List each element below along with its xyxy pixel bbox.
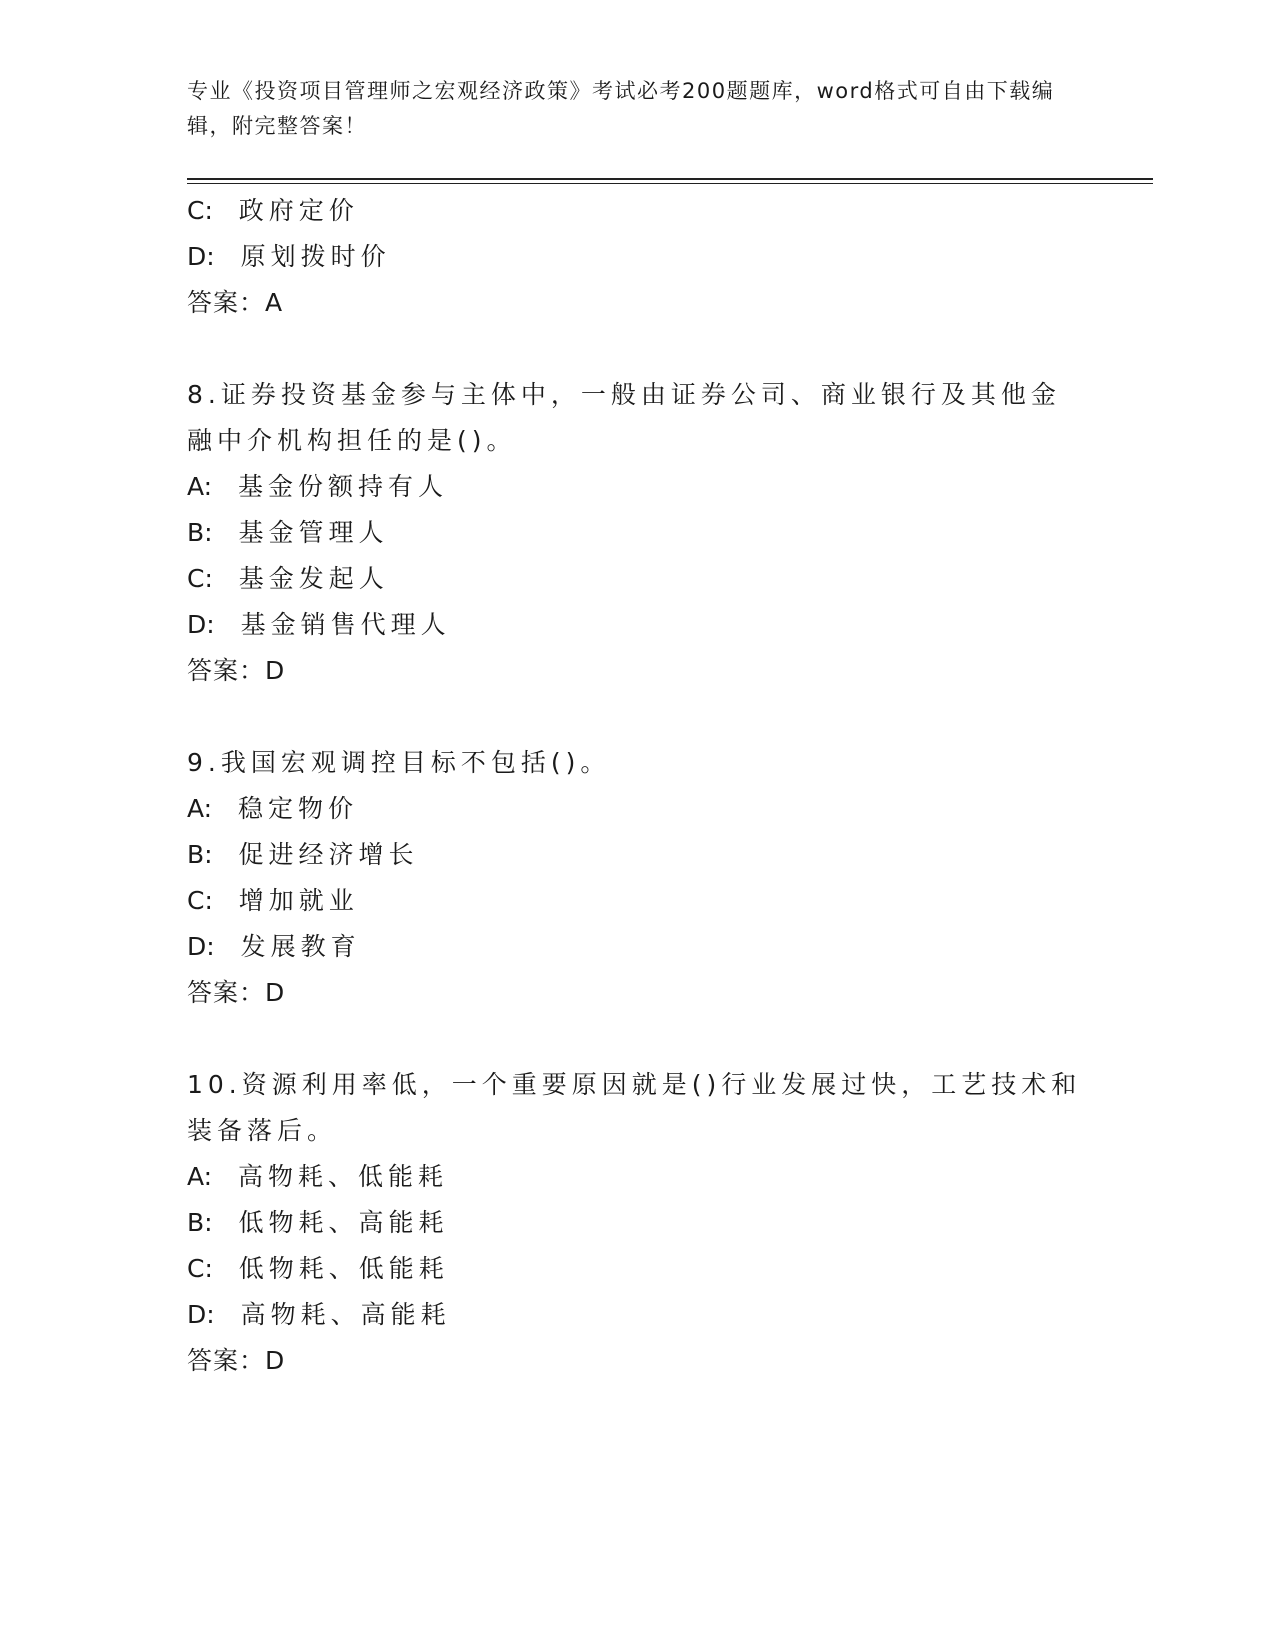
- question-stem: 8.证券投资基金参与主体中，一般由证券公司、商业银行及其他金融中介机构担任的是()。: [187, 380, 1061, 455]
- answer-line: 答案：D: [187, 1346, 286, 1375]
- question-8: [187, 372, 1087, 694]
- document-body: [187, 188, 1087, 1384]
- option-d: D: 基金销售代理人: [187, 610, 451, 639]
- question-stem: 10.资源利用率低，一个重要原因就是()行业发展过快，工艺技术和装备落后。: [187, 1070, 1082, 1145]
- header-divider-thin: [187, 183, 1153, 184]
- continued-question: [187, 188, 1087, 326]
- option-c: C: 低物耗、低能耗: [187, 1254, 449, 1283]
- option-c: C: 增加就业: [187, 886, 359, 915]
- answer-line: 答案：D: [187, 656, 286, 685]
- option-a: A: 高物耗、低能耗: [187, 1162, 449, 1191]
- document-header-note: 专业《投资项目管理师之宏观经济政策》考试必考200题题库，word格式可自由下载编辑，附完整答案！: [187, 79, 1055, 138]
- option-d: D: 高物耗、高能耗: [187, 1300, 451, 1329]
- answer-line: 答案：D: [187, 978, 286, 1007]
- option-b: B: 低物耗、高能耗: [187, 1208, 449, 1237]
- option-c: C: 基金发起人: [187, 564, 389, 593]
- option-b: B: 促进经济增长: [187, 840, 419, 869]
- option-d: D: 发展教育: [187, 932, 361, 961]
- answer-line: 答案：A: [187, 288, 284, 317]
- question-stem: 9.我国宏观调控目标不包括()。: [187, 748, 611, 777]
- option-a: A: 基金份额持有人: [187, 472, 449, 501]
- question-9: [187, 740, 1087, 1016]
- option-c: C: 政府定价: [187, 196, 359, 225]
- option-b: B: 基金管理人: [187, 518, 389, 547]
- option-a: A: 稳定物价: [187, 794, 359, 823]
- header-divider-thick: [187, 178, 1153, 180]
- option-d: D: 原划拨时价: [187, 242, 391, 271]
- question-10: [187, 1062, 1087, 1384]
